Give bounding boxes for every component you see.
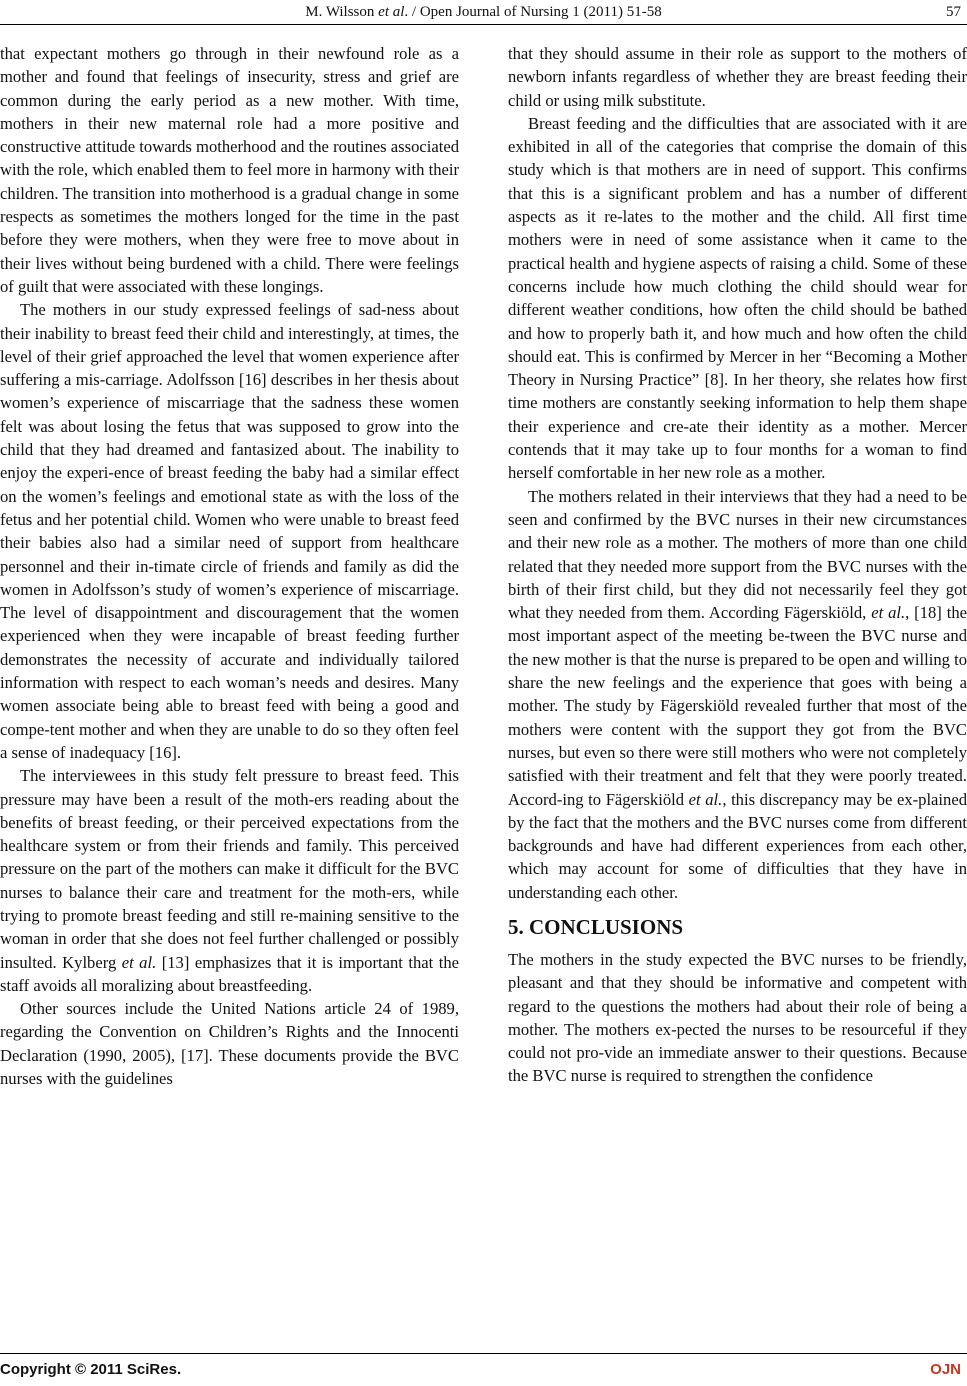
paragraph: that expectant mothers go through in their newfound role as a mother and found that feelings of insecurity, stress and grief are common during the early period as a new mother. With time, mothers in their new maternal role had a more positive and constructive attitude towards motherhood and the routines associated with the role, which enabled them to feel more in harmony with their children. The transition into motherhood is a gradual change in some respects as sometimes the mothers longed for the time in the past before they were mothers, when they were free to move about in their lives without being burdened with a child. There were feelings of guilt that were associated with these longings. bbox=[0, 44, 459, 296]
section-heading: 5. CONCLUSIONS bbox=[508, 914, 684, 939]
running-header bbox=[0, 2, 967, 24]
header-rule bbox=[0, 24, 967, 25]
header-journal: . / Open Journal of Nursing 1 (2011) 51-58 bbox=[404, 4, 662, 20]
copyright-notice: Copyright © 2011 SciRes. bbox=[0, 1361, 182, 1378]
paragraph-text: The interviewees in this study felt pressure to breast feed. This pressure may have been a result of the moth-ers reading about the benefits of breast feeding, or their perceived expectations from the healthcare system or from their friends and family. This perceived pressure on the part of the mothers can make it difficult for the BVC nurses to balance their care and treatment for the moth-ers, while trying to promote breast feeding and still re-maining sensitive to the woman in order that she does not feel further challenged or possibly insulted. Kylberg bbox=[0, 766, 459, 972]
paragraph-text: The mothers related in their interviews that they had a need to be seen and confirmed by the BVC nurses in their new circumstances and their new role as a mother. The mothers of more than one child related that they needed more support from the BVC nurses with the birth of their first child, but they did not necessarily feel they got what they needed from them. According Fägerskiöld, bbox=[508, 486, 967, 623]
paragraph: The mothers in our study expressed feelings of sad-ness about their inability to breast feed their child and interestingly, at times, the level of their grief approached the level that women experience after suffering a mis-carriage. Adolfsson [16] describes in her thesis about women’s experience of miscarriage that the sadness these women felt was about losing the fetus that was supposed to grow into the child that they had dreamed and fantasized about. The inability to enjoy the experi-ence of breast feeding the baby had a similar effect on the women’s feelings and emotional state as with the loss of the fetus and her potential child. Women who were unable to breast feed their babies also had a similar need of support from healthcare personnel and their in-timate circle of friends and family as did the women in Adolfsson’s study of women’s experience of miscarriage. The level of disappointment and discouragement that the women experienced when they were incapable of breast feeding further demonstrates the necessity of accurate and individually tailored information with respect to each woman’s needs and desires. Many women associate being able to breast feed with being a good and compe-tent mother and when they are unable to do so they often feel a sense of inadequacy [16]. bbox=[0, 300, 459, 762]
left-column bbox=[0, 42, 459, 1090]
page-number: 57 bbox=[946, 4, 961, 20]
header-authors: M. Wilsson bbox=[305, 4, 379, 20]
paragraph: Breast feeding and the difficulties that are associated with it are exhibited in all of the categories that comprise the domain of this study which is that mothers are in need of support. This confirms that this is a significant problem and has a number of different aspects as it re-lates to the mother and the child. All first time mothers were in need of some assistance when it came to the practical health and hygiene aspects of raising a child. Some of these concerns include how much clothing the child should wear for different weather conditions, how often the child should be bathed and how to properly bath it, and how much and how often the child should eat. This is confirmed by Mercer in her “Becoming a Mother Theory in Nursing Practice” [8]. In her theory, she relates how first time mothers are constantly seeking information to help them shape their experience and cre-ate their identity as a mother. Mercer contends that it may take up to four months for a woman to find herself comfortable in her new role as a mother. bbox=[508, 113, 967, 483]
paragraph: that they should assume in their role as support to the mothers of newborn infants regardless of whether they are breast feeding their child or using milk substitute. bbox=[508, 44, 967, 110]
paragraph: The mothers in the study expected the BVC nurses to be friendly, pleasant and that they should be informative and competent with regard to the questions the mothers had about their role of being a mother. The mothers ex-pected the nurses to be resourceful if they could not pro-vide an immediate answer to their questions. Because the BVC nurse is required to strengthen the confidence bbox=[508, 949, 967, 1086]
paragraph-italic: et al. bbox=[688, 789, 723, 809]
paragraph bbox=[508, 485, 967, 904]
paragraph-italic: et al. bbox=[121, 952, 157, 972]
paragraph-text: [13] emphasizes that it is important that the staff avoids all moralizing about breastfeeding. bbox=[0, 952, 459, 995]
right-column bbox=[508, 42, 967, 1088]
header-et-al: et al bbox=[378, 4, 405, 20]
paragraph-italic: et al. bbox=[871, 603, 906, 623]
paragraph-text: , this discrepancy may be ex-plained by the fact that the mothers and the BVC nurses come from different backgrounds and have had different experiences from each other, which may account for some of difficulties that they have in understanding each other. bbox=[508, 789, 967, 902]
paragraph-text: , [18] the most important aspect of the meeting be-tween the BVC nurse and the new mother is that the nurse is prepared to be open and willing to share the new feelings and the experience that goes with being a mother. The study by Fägerskiöld revealed further that most of the mothers were content with the support they got from the BVC nurses, but even so there were still mothers who were not completely satisfied with their treatment and felt that they were poorly treated. Accord-ing to Fägerskiöld bbox=[508, 603, 967, 809]
header-citation bbox=[0, 2, 967, 22]
paragraph: Other sources include the United Nations article 24 of 1989, regarding the Convention on Children’s Rights and the Innocenti Declaration (1990, 2005), [17]. These documents provide the BVC nurses with the guidelines bbox=[0, 999, 459, 1089]
footer-rule bbox=[0, 1353, 967, 1354]
paragraph bbox=[0, 764, 459, 997]
journal-abbreviation: OJN bbox=[930, 1361, 961, 1378]
